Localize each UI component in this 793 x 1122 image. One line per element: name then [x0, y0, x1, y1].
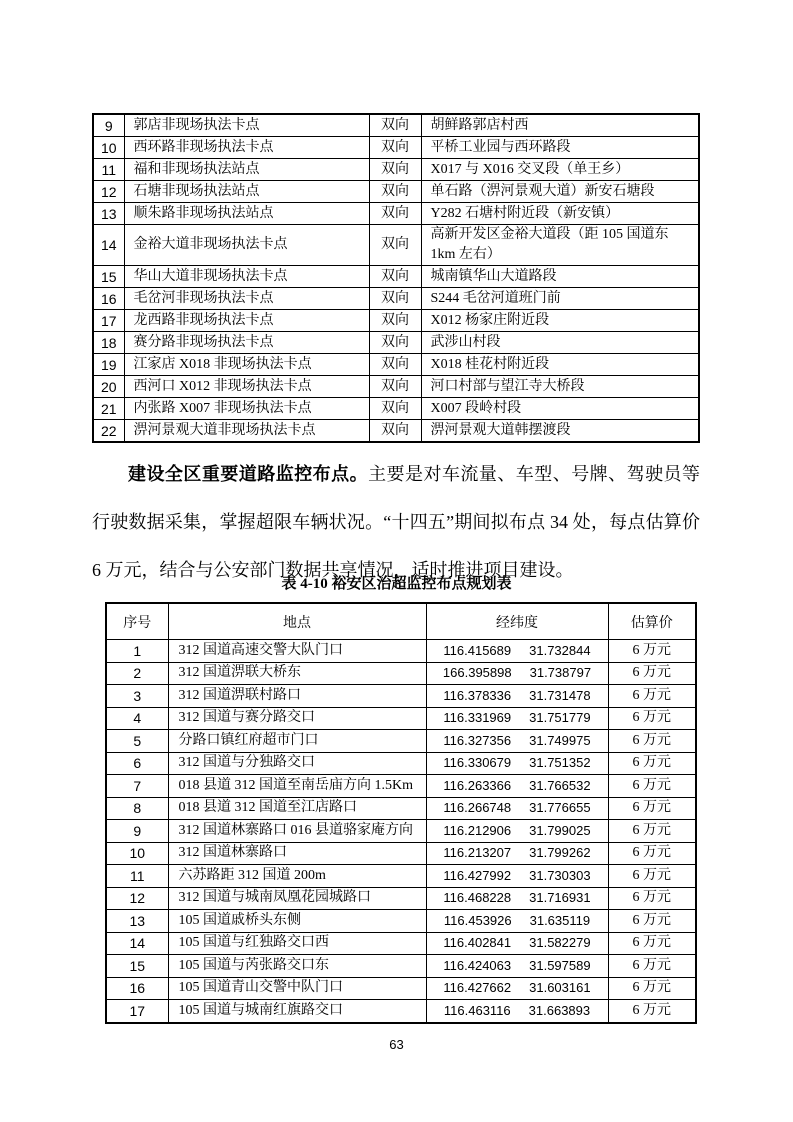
longitude-value: 116.330679	[443, 755, 512, 771]
monitor-place-cell: 分路口镇红府超市门口	[168, 730, 426, 753]
monitor-row-number: 5	[106, 730, 168, 753]
monitor-place-cell: 105 国道戚桥头东侧	[168, 910, 426, 933]
checkpoint-table-row	[93, 398, 699, 420]
checkpoint-name-cell: 郭店非现场执法卡点	[124, 114, 369, 137]
monitor-price-cell: 6 万元	[608, 730, 696, 753]
checkpoint-row-number: 16	[93, 288, 124, 310]
checkpoint-table-row	[93, 114, 699, 137]
checkpoint-row-number: 19	[93, 354, 124, 376]
coordinate-pair	[427, 956, 608, 976]
latitude-value: 31.776655	[529, 800, 591, 816]
checkpoint-location-cell: Y282 石塘村附近段（新安镇）	[421, 203, 699, 225]
checkpoint-table-row	[93, 288, 699, 310]
longitude-value: 116.263366	[443, 777, 512, 793]
monitor-table-row	[106, 977, 696, 1000]
monitor-price-cell: 6 万元	[608, 797, 696, 820]
checkpoint-direction-cell: 双向	[369, 420, 421, 443]
latitude-value: 31.597589	[529, 957, 591, 973]
latitude-value: 31.663893	[528, 1002, 591, 1018]
monitor-coordinates-cell	[426, 662, 608, 685]
longitude-value: 116.424063	[443, 957, 512, 973]
paragraph-lead: 建设全区重要道路监控布点。	[128, 464, 369, 484]
checkpoint-table-row	[93, 181, 699, 203]
checkpoint-name-cell: 福和非现场执法站点	[124, 159, 369, 181]
monitor-table-row	[106, 955, 696, 978]
monitor-coordinates-cell	[426, 1000, 608, 1023]
checkpoint-table-row	[93, 420, 699, 443]
checkpoint-direction-cell: 双向	[369, 332, 421, 354]
checkpoint-name-cell: 江家店 X018 非现场执法卡点	[124, 354, 369, 376]
checkpoint-row-number: 18	[93, 332, 124, 354]
monitor-row-number: 1	[106, 640, 168, 663]
checkpoint-table-row	[93, 310, 699, 332]
monitor-price-cell: 6 万元	[608, 662, 696, 685]
coordinate-pair	[427, 978, 608, 998]
checkpoint-table-row	[93, 354, 699, 376]
monitor-coordinates-cell	[426, 797, 608, 820]
checkpoint-name-cell: 华山大道非现场执法卡点	[124, 266, 369, 288]
monitor-row-number: 8	[106, 797, 168, 820]
latitude-value: 31.751352	[529, 755, 591, 771]
monitor-table-head	[106, 603, 696, 640]
monitor-table-caption: 表 4-10 裕安区治超监控布点规划表	[281, 576, 512, 592]
checkpoint-row-number: 12	[93, 181, 124, 203]
checkpoint-row-number: 15	[93, 266, 124, 288]
checkpoint-name-cell: 西环路非现场执法卡点	[124, 137, 369, 159]
longitude-value: 116.427992	[443, 867, 512, 883]
monitor-table-row	[106, 662, 696, 685]
monitor-price-cell: 6 万元	[608, 865, 696, 888]
checkpoint-name-cell: 龙西路非现场执法卡点	[124, 310, 369, 332]
monitor-price-cell: 6 万元	[608, 640, 696, 663]
monitor-place-cell: 六苏路距 312 国道 200m	[168, 865, 426, 888]
monitor-table-header-row	[106, 603, 696, 640]
header-serial-number: 序号	[106, 603, 168, 640]
checkpoint-table-row	[93, 332, 699, 354]
longitude-value: 116.212906	[443, 822, 512, 838]
monitor-price-cell: 6 万元	[608, 685, 696, 708]
monitor-table-row	[106, 887, 696, 910]
monitor-price-cell: 6 万元	[608, 910, 696, 933]
coordinate-pair	[427, 731, 608, 751]
latitude-value: 31.732844	[529, 642, 591, 658]
longitude-value: 116.415689	[443, 642, 512, 658]
monitor-row-number: 4	[106, 707, 168, 730]
coordinate-pair	[427, 663, 608, 683]
monitor-coordinates-cell	[426, 955, 608, 978]
latitude-value: 31.716931	[529, 890, 591, 906]
checkpoint-name-cell: 顺朱路非现场执法站点	[124, 203, 369, 225]
checkpoint-table-row	[93, 266, 699, 288]
checkpoint-table-row	[93, 376, 699, 398]
checkpoint-row-number: 9	[93, 114, 124, 137]
header-location: 地点	[168, 603, 426, 640]
checkpoint-location-cell: 城南镇华山大道路段	[421, 266, 699, 288]
monitor-table-body	[106, 640, 696, 1023]
monitor-table-row	[106, 797, 696, 820]
monitor-coordinates-cell	[426, 640, 608, 663]
monitor-place-cell: 312 国道与分独路交口	[168, 752, 426, 775]
checkpoint-direction-cell: 双向	[369, 181, 421, 203]
monitor-coordinates-cell	[426, 752, 608, 775]
checkpoint-row-number: 14	[93, 225, 124, 266]
checkpoint-location-cell: X018 桂花村附近段	[421, 354, 699, 376]
monitor-row-number: 9	[106, 820, 168, 843]
checkpoint-table-row	[93, 225, 699, 266]
monitor-coordinates-cell	[426, 707, 608, 730]
checkpoint-location-cell: 武涉山村段	[421, 332, 699, 354]
coordinate-pair	[427, 933, 608, 953]
monitor-place-cell: 312 国道林寨路口 016 县道骆家庵方向	[168, 820, 426, 843]
checkpoint-location-cell: 河口村部与望江寺大桥段	[421, 376, 699, 398]
monitor-place-cell: 312 国道林寨路口	[168, 842, 426, 865]
monitor-table-row	[106, 865, 696, 888]
longitude-value: 116.213207	[443, 845, 512, 861]
checkpoint-row-number: 21	[93, 398, 124, 420]
checkpoint-location-cell: 平桥工业园与西环路段	[421, 137, 699, 159]
monitor-row-number: 2	[106, 662, 168, 685]
latitude-value: 31.730303	[529, 867, 591, 883]
checkpoint-row-number: 13	[93, 203, 124, 225]
monitor-coordinates-cell	[426, 932, 608, 955]
coordinate-pair	[427, 708, 608, 728]
checkpoint-direction-cell: 双向	[369, 376, 421, 398]
monitor-row-number: 14	[106, 932, 168, 955]
checkpoint-name-cell: 淠河景观大道非现场执法卡点	[124, 420, 369, 443]
checkpoint-direction-cell: 双向	[369, 225, 421, 266]
longitude-value: 116.378336	[443, 687, 512, 703]
monitor-table-row	[106, 707, 696, 730]
checkpoint-name-cell: 石塘非现场执法站点	[124, 181, 369, 203]
monitor-price-cell: 6 万元	[608, 752, 696, 775]
monitor-table-row	[106, 752, 696, 775]
monitor-place-cell: 105 国道与城南红旗路交口	[168, 1000, 426, 1023]
coordinate-pair	[427, 686, 608, 706]
body-paragraph	[92, 450, 700, 594]
checkpoint-direction-cell: 双向	[369, 354, 421, 376]
longitude-value: 116.463116	[443, 1002, 511, 1018]
checkpoint-location-cell: 淠河景观大道韩摆渡段	[421, 420, 699, 443]
longitude-value: 116.468228	[443, 890, 512, 906]
monitor-price-cell: 6 万元	[608, 977, 696, 1000]
checkpoint-location-cell: 胡鲜路郭店村西	[421, 114, 699, 137]
checkpoint-location-cell: X007 段岭村段	[421, 398, 699, 420]
monitor-table-row	[106, 775, 696, 798]
monitor-coordinates-cell	[426, 842, 608, 865]
monitor-table-row	[106, 685, 696, 708]
coordinate-pair	[427, 1001, 608, 1021]
monitor-coordinates-cell	[426, 887, 608, 910]
checkpoint-table	[92, 113, 700, 443]
monitor-place-cell: 105 国道与芮张路交口东	[168, 955, 426, 978]
monitor-price-cell: 6 万元	[608, 842, 696, 865]
monitor-place-cell: 312 国道高速交警大队门口	[168, 640, 426, 663]
monitor-place-cell: 105 国道与红独路交口西	[168, 932, 426, 955]
header-coordinates: 经纬度	[426, 603, 608, 640]
longitude-value: 166.395898	[442, 665, 512, 681]
monitor-price-cell: 6 万元	[608, 820, 696, 843]
checkpoint-direction-cell: 双向	[369, 114, 421, 137]
coordinate-pair	[427, 866, 608, 886]
latitude-value: 31.738797	[529, 665, 592, 681]
latitude-value: 31.635119	[529, 912, 591, 928]
latitude-value: 31.766532	[529, 777, 591, 793]
checkpoint-location-cell: X012 杨家庄附近段	[421, 310, 699, 332]
monitor-row-number: 12	[106, 887, 168, 910]
monitor-place-cell: 312 国道与城南凤凰花园城路口	[168, 887, 426, 910]
monitor-coordinates-cell	[426, 910, 608, 933]
checkpoint-location-cell: 高新开发区金裕大道段（距 105 国道东 1km 左右）	[421, 225, 699, 266]
page-number: 63	[389, 1037, 404, 1052]
monitor-place-cell: 312 国道淠联村路口	[168, 685, 426, 708]
monitor-price-cell: 6 万元	[608, 1000, 696, 1023]
paragraph-body-text: 主要是对车流量、车型、号牌、驾驶员等行驶数据采集，掌握超限车辆状况。“十四五”期间拟布点 34 处，每点估算价 6 万元，结合与公安部门数据共享情况，适时推进项目建设。	[92, 464, 701, 580]
checkpoint-direction-cell: 双向	[369, 398, 421, 420]
monitor-table-row	[106, 820, 696, 843]
monitor-table-row	[106, 910, 696, 933]
monitor-place-cell: 018 县道 312 国道至江店路口	[168, 797, 426, 820]
coordinate-pair	[427, 798, 608, 818]
checkpoint-table-body	[93, 114, 699, 442]
monitor-place-cell: 312 国道与赛分路交口	[168, 707, 426, 730]
longitude-value: 116.427662	[443, 980, 512, 996]
monitor-row-number: 11	[106, 865, 168, 888]
latitude-value: 31.799262	[529, 845, 591, 861]
checkpoint-name-cell: 赛分路非现场执法卡点	[124, 332, 369, 354]
header-estimated-price: 估算价	[608, 603, 696, 640]
latitude-value: 31.731478	[529, 687, 591, 703]
checkpoint-row-number: 10	[93, 137, 124, 159]
monitor-price-cell: 6 万元	[608, 775, 696, 798]
monitor-coordinates-cell	[426, 775, 608, 798]
checkpoint-direction-cell: 双向	[369, 137, 421, 159]
checkpoint-table-row	[93, 137, 699, 159]
longitude-value: 116.327356	[443, 732, 512, 748]
longitude-value: 116.402841	[443, 935, 512, 951]
checkpoint-direction-cell: 双向	[369, 203, 421, 225]
monitor-table-row	[106, 842, 696, 865]
checkpoint-table-row	[93, 159, 699, 181]
monitor-row-number: 16	[106, 977, 168, 1000]
monitor-row-number: 17	[106, 1000, 168, 1023]
coordinate-pair	[427, 821, 608, 841]
checkpoint-direction-cell: 双向	[369, 159, 421, 181]
checkpoint-location-cell: 单石路（淠河景观大道）新安石塘段	[421, 181, 699, 203]
checkpoint-direction-cell: 双向	[369, 266, 421, 288]
monitor-place-cell: 018 县道 312 国道至南岳庙方向 1.5Km	[168, 775, 426, 798]
monitor-table	[105, 602, 697, 1024]
checkpoint-name-cell: 毛岔河非现场执法卡点	[124, 288, 369, 310]
checkpoint-name-cell: 西河口 X012 非现场执法卡点	[124, 376, 369, 398]
latitude-value: 31.751779	[529, 710, 591, 726]
monitor-price-cell: 6 万元	[608, 932, 696, 955]
coordinate-pair	[427, 843, 608, 863]
monitor-row-number: 13	[106, 910, 168, 933]
checkpoint-location-cell: X017 与 X016 交叉段（单王乡）	[421, 159, 699, 181]
monitor-coordinates-cell	[426, 865, 608, 888]
monitor-coordinates-cell	[426, 730, 608, 753]
longitude-value: 116.453926	[443, 912, 512, 928]
checkpoint-row-number: 17	[93, 310, 124, 332]
checkpoint-table-row	[93, 203, 699, 225]
monitor-place-cell: 312 国道淠联大桥东	[168, 662, 426, 685]
coordinate-pair	[427, 888, 608, 908]
checkpoint-direction-cell: 双向	[369, 288, 421, 310]
checkpoint-name-cell: 内张路 X007 非现场执法卡点	[124, 398, 369, 420]
monitor-price-cell: 6 万元	[608, 707, 696, 730]
coordinate-pair	[427, 641, 608, 661]
monitor-table-row	[106, 640, 696, 663]
monitor-price-cell: 6 万元	[608, 955, 696, 978]
latitude-value: 31.799025	[529, 822, 591, 838]
monitor-place-cell: 105 国道青山交警中队门口	[168, 977, 426, 1000]
latitude-value: 31.749975	[529, 732, 591, 748]
longitude-value: 116.331969	[443, 710, 512, 726]
checkpoint-row-number: 11	[93, 159, 124, 181]
latitude-value: 31.582279	[529, 935, 591, 951]
coordinate-pair	[427, 753, 608, 773]
checkpoint-direction-cell: 双向	[369, 310, 421, 332]
monitor-coordinates-cell	[426, 977, 608, 1000]
monitor-table-row	[106, 730, 696, 753]
monitor-row-number: 10	[106, 842, 168, 865]
monitor-table-row	[106, 932, 696, 955]
checkpoint-name-cell: 金裕大道非现场执法卡点	[124, 225, 369, 266]
monitor-coordinates-cell	[426, 685, 608, 708]
latitude-value: 31.603161	[529, 980, 591, 996]
monitor-price-cell: 6 万元	[608, 887, 696, 910]
checkpoint-row-number: 22	[93, 420, 124, 443]
monitor-row-number: 3	[106, 685, 168, 708]
coordinate-pair	[427, 911, 608, 931]
monitor-coordinates-cell	[426, 820, 608, 843]
checkpoint-row-number: 20	[93, 376, 124, 398]
monitor-row-number: 7	[106, 775, 168, 798]
monitor-row-number: 15	[106, 955, 168, 978]
monitor-row-number: 6	[106, 752, 168, 775]
monitor-table-row	[106, 1000, 696, 1023]
longitude-value: 116.266748	[443, 800, 512, 816]
coordinate-pair	[427, 776, 608, 796]
checkpoint-location-cell: S244 毛岔河道班门前	[421, 288, 699, 310]
